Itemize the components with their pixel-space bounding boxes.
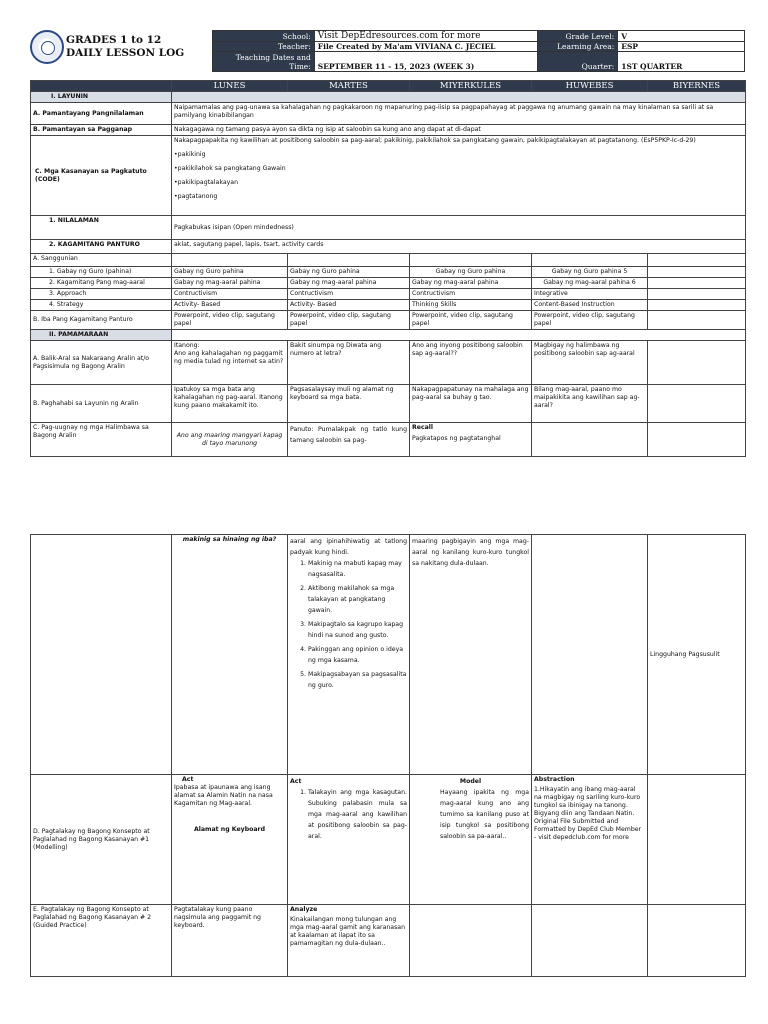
strategy-cell: Content-Based Instruction — [532, 300, 648, 311]
lesson-table-continued — [30, 534, 746, 977]
guided-lunes: Pagtatalakay kung paano nagsimula ang paggamit ng keyboard. — [172, 905, 288, 977]
modelling-miyerkules — [410, 775, 532, 905]
kasanayan-cell — [172, 136, 746, 216]
nilalaman-text: Pagkabukas isipan (Open mindedness) — [172, 216, 746, 240]
list-item: 5. Makipagsabayan sa pagsasalita ng guro. — [308, 669, 407, 691]
paghahabi-cell: Pagsasalaysay muli ng alamat ng keyboard sa mga bata. — [288, 385, 410, 423]
approach-cell: Contructivism — [288, 289, 410, 300]
strategy-cell: Thinking Skills — [410, 300, 532, 311]
act-title: Act — [290, 778, 302, 785]
martes-continued-text: aaral ang ipinahihiwatig at tatlong padyak kung hindi. — [290, 538, 407, 556]
sanggunian-row — [31, 254, 746, 267]
kasanayan-item: •pakikilahok sa pangkatang Gawain — [174, 165, 286, 172]
balik-row — [31, 341, 746, 385]
alamat-title: Alamat ng Keyboard — [193, 826, 266, 833]
approach-cell: Integrative — [532, 289, 648, 300]
iba-cell: Powerpoint, video clip, sagutang papel — [288, 311, 410, 330]
kagamitan-mag-cell: Gabay ng mag-aaral pahina 6 — [532, 278, 648, 289]
list-item: 1. Makinig na mabuti kapag may nagsasalita. — [308, 558, 407, 580]
pamamaraan-label: II. PAMAMARAAN — [31, 330, 172, 341]
quarter-label: Quarter: — [538, 52, 618, 72]
guided-row — [31, 905, 746, 977]
martes-act-list — [290, 787, 407, 842]
dates-value: SEPTEMBER 11 - 15, 2023 (WEEK 3) — [314, 52, 538, 72]
day-lunes: LUNES — [172, 81, 288, 92]
lunes-continued: makinig sa hinaing ng iba? — [172, 535, 288, 775]
pag-uugnay-miyerkules — [410, 423, 532, 457]
list-item: 2. Aktibong makilahok sa mga talakayan at pangkatang gawain. — [308, 583, 407, 616]
gabay-guro-cell: Gabay ng Guro pahina — [288, 267, 410, 278]
log-header — [30, 30, 745, 72]
page-two — [0, 530, 768, 1024]
lesson-table — [30, 80, 746, 457]
analyze-title: Analyze — [290, 906, 318, 913]
balik-cell: Magbigay ng halimbawa ng positibong saloobin sap ag-aaral — [532, 341, 648, 385]
pag-uugnay-martes: Panuto: Pumalakpak ng tatlo kung tamang saloobin sa pag- — [288, 423, 410, 457]
gabay-guro-label: 1. Gabay ng Guro (pahina) — [31, 267, 172, 278]
paghahabi-cell: Nakapagpapatunay na mahalaga ang pag-aaral sa buhay g tao. — [410, 385, 532, 423]
kagamitan-mag-label: 2. Kagamitang Pang mag-aaral — [31, 278, 172, 289]
kagamitan-mag-cell: Gabay ng mag-aaral pahina — [288, 278, 410, 289]
strategy-label: 4. Strategy — [31, 300, 172, 311]
iba-row — [31, 311, 746, 330]
act-title: Act — [182, 776, 194, 783]
school-value: Visit DepEdresources.com for more — [314, 31, 538, 42]
area-label: Learning Area: — [538, 42, 618, 52]
modelling-martes — [288, 775, 410, 905]
day-martes: MARTES — [288, 81, 410, 92]
pag-uugnay-lunes: Ano ang maaring mangyari kapag di tayo marunong — [172, 423, 288, 457]
abstraction-title: Abstraction — [534, 776, 575, 783]
guided-martes — [288, 905, 410, 977]
list-item: 3. Makipagtalo sa kagrupo kapag hindi na sunod ang gusto. — [308, 619, 407, 641]
approach-cell: Contructivism — [410, 289, 532, 300]
corner-cell — [31, 81, 172, 92]
gabay-guro-cell: Gabay ng Guro pahina — [172, 267, 288, 278]
balik-cell: Bakit sinumpa ng Diwata ang numero at letra? — [288, 341, 410, 385]
iba-cell: Powerpoint, video clip, sagutang papel — [172, 311, 288, 330]
balik-label: A. Balik-Aral sa Nakaraang Aralin at/o Pagsisimula ng Bagong Aralin — [31, 341, 172, 385]
sanggunian-label: A. Sanggunian — [31, 254, 172, 267]
iba-label: B. Iba Pang Kagamitang Panturo — [31, 311, 172, 330]
strategy-cell: Activity- Based — [288, 300, 410, 311]
pangnilalaman-text: Naipamamalas ang pag-unawa sa kahalagahan ng pagkakaroon ng mapanuring pag-iisip sa pagpapahayag at paggawa ng anumang gawain na may kinalaman sa sarili at sa pamilyang kinabibilangan — [172, 103, 746, 125]
kagamitan-label: 2. KAGAMITANG PANTURO — [31, 240, 172, 254]
kasanayan-text — [174, 137, 743, 145]
kagamitan-mag-row — [31, 278, 746, 289]
analyze-text: Kinakailangan mong tulungan ang mga mag-aaral gamit ang karanasan at kaalaman at ilapat ito sa pamamagitan ng dula-dulaan.. — [290, 916, 406, 947]
day-header-row — [31, 81, 746, 92]
pagganap-row — [31, 125, 746, 136]
title-line-2: DAILY LESSON LOG — [66, 47, 185, 59]
page-one — [0, 0, 768, 470]
pag-uugnay-label: C. Pag-uugnay ng mga Halimbawa sa Bagong Aralin — [31, 423, 172, 457]
kasanayan-item: •pagtatanong — [174, 193, 218, 200]
list-item: 4. Pakinggan ang opinion o ideya ng mga kasama. — [308, 644, 407, 666]
pamamaraan-row — [31, 330, 746, 341]
pagganap-text: Nakagagawa ng tamang pasya ayon sa dikta ng isip at saloobin sa kung ano ang dapat at di-dapat — [172, 125, 746, 136]
iba-cell: Powerpoint, video clip, sagutang papel — [410, 311, 532, 330]
paghahabi-cell: Bilang mag-aaral, paano mo maipakikita ang kawilihan sap ag-aaral? — [532, 385, 648, 423]
kagamitan-mag-cell: Gabay ng mag-aaral pahina — [410, 278, 532, 289]
kasanayan-row — [31, 136, 746, 216]
paghahabi-cell: Ipatukoy sa mga bata ang kahalagahan ng pag-aaral. Itanong kung paano makakamit ito. — [172, 385, 288, 423]
modelling-huwebes — [532, 775, 648, 905]
balik-cell: Itanong: Ano ang kahalagahan ng paggamit ng media tulad ng internet sa atin? — [172, 341, 288, 385]
martes-continued-list — [290, 558, 407, 691]
strategy-cell: Activity- Based — [172, 300, 288, 311]
kagamitan-text: aklat, sagutang papel, lapis, tsart, activity cards — [172, 240, 746, 254]
nilalaman-label: 1. NILALAMAN — [31, 216, 172, 240]
gabay-guro-cell: Gabay ng Guro pahina 5 — [532, 267, 648, 278]
kasanayan-item: •pakikipagtalakayan — [174, 179, 238, 186]
pangnilalaman-label: A. Pamantayang Pangnilalaman — [31, 103, 172, 125]
gabay-guro-cell: Gabay ng Guro pahina — [410, 267, 532, 278]
paghahabi-row — [31, 385, 746, 423]
approach-row — [31, 289, 746, 300]
school-label: School: — [213, 31, 315, 42]
kagamitan-mag-cell: Gabay ng mag-aaral pahina — [172, 278, 288, 289]
model-text: Hayaang ipakita ng mga mag-aaral kung ano ang tumimo sa kanilang puso at isip tungkol sa positibong saloobin sa pa-aaral.. — [440, 789, 529, 840]
pag-uugnay-row — [31, 423, 746, 457]
day-miyerkules: MIYERKULES — [410, 81, 532, 92]
iba-cell: Powerpoint, video clip, sagutang papel — [532, 311, 648, 330]
gabay-guro-row — [31, 267, 746, 278]
recall-title: Recall — [412, 424, 434, 431]
teacher-label: Teacher: — [213, 42, 315, 52]
martes-continued — [288, 535, 410, 775]
title-line-1: GRADES 1 to 12 — [66, 34, 162, 46]
grade-label: Grade Level: — [538, 31, 618, 42]
day-biyernes: BIYERNES — [648, 81, 746, 92]
grade-value: V — [618, 31, 745, 42]
recall-text: Pagkatapos ng pagtatanghal — [412, 435, 501, 442]
guided-label: E. Pagtalakay ng Bagong Konsepto at Paglalahad ng Bagong Kasanayan # 2 (Guided Practice) — [31, 905, 172, 977]
list-item: 1. Talakayin ang mga kasagutan. Subuking palabasin mula sa mga mag-aaral ang kawilihan at positibong saloobin sa pag-aral. — [308, 787, 407, 842]
kasanayan-label: C. Mga Kasanayan sa Pagkatuto (CODE) — [31, 136, 172, 216]
deped-seal-icon — [30, 30, 64, 64]
kasanayan-desc: Nakapagpapakita ng kawilihan at positibong saloobin sa pag-aaral; pakikinig, pakikilahok sa pangkatang gawain, pakikipagtalakayan at pagtatanong. (EsP5PKP-Ic-d-29) — [174, 137, 696, 144]
modelling-row — [31, 775, 746, 905]
act-text: Ipabasa at ipaunawa ang isang alamat sa Alamin Natin na nasa Kagamitan ng Mag-aaral. — [174, 784, 273, 807]
pagganap-label: B. Pamantayan sa Pagganap — [31, 125, 172, 136]
biyernes-continued: Lingguhang Pagsusulit — [648, 535, 746, 775]
quarter-value: 1ST QUARTER — [618, 52, 745, 72]
modelling-lunes — [172, 775, 288, 905]
nilalaman-row — [31, 216, 746, 240]
layunin-label: I. LAYUNIN — [31, 92, 172, 103]
dates-label: Teaching Dates and Time: — [213, 52, 315, 72]
balik-cell: Ano ang inyong positibong saloobin sap ag-aaral?? — [410, 341, 532, 385]
approach-cell: Contructivism — [172, 289, 288, 300]
log-title — [66, 34, 184, 60]
teacher-value: File Created by Ma'am VIVIANA C. JECIEL — [314, 42, 538, 52]
area-value: ESP — [618, 42, 745, 52]
kagamitan-row — [31, 240, 746, 254]
pangnilalaman-row — [31, 103, 746, 125]
approach-label: 3. Approach — [31, 289, 172, 300]
paghahabi-label: B. Paghahabi sa Layunin ng Aralin — [31, 385, 172, 423]
layunin-row — [31, 92, 746, 103]
continued-row — [31, 535, 746, 775]
abstraction-text: 1.Hikayatin ang ibang mag-aaral na magbigay ng sariling kuro-kuro tungkol sa ibinigay na tanong. Bigyang diin ang Tandaan Natin. Original File Submitted and Formatted by DepEd Club Member - visit depedclub.com for more — [534, 786, 642, 841]
miyerkules-continued: maaring pagbigayin ang mga mag-aaral ng kanilang kuro-kuro tungkol sa nakitang dula-dulaan. — [410, 535, 532, 775]
day-huwebes: HUWEBES — [532, 81, 648, 92]
kasanayan-item: •pakikinig — [174, 151, 206, 158]
header-info-table — [212, 30, 745, 72]
model-title: Model — [459, 778, 482, 785]
strategy-row — [31, 300, 746, 311]
modelling-label: D. Pagtalakay ng Bagong Konsepto at Paglalahad ng Bagong Kasanayan #1 (Modelling) — [31, 775, 172, 905]
